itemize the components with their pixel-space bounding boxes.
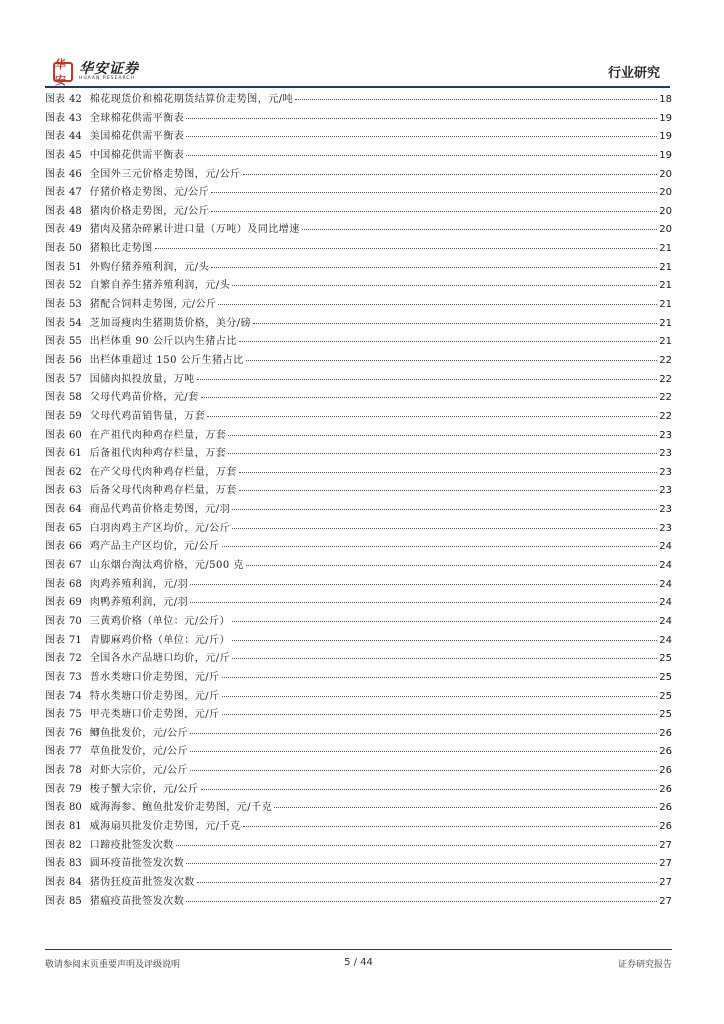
toc-entry-label: 图表 [45, 541, 65, 553]
toc-entry-page: 20 [659, 224, 672, 236]
toc-entry-page: 24 [659, 541, 672, 553]
toc-entry[interactable] [45, 165, 672, 184]
toc-entry-number: 51 [69, 261, 82, 273]
toc-leader-dots [190, 732, 657, 734]
toc-entry[interactable] [45, 276, 672, 295]
toc-entry-page: 20 [659, 205, 672, 217]
toc-entry-page: 20 [659, 187, 672, 199]
toc-entry-title: 芝加哥瘦肉生猪期货价格，美分/磅 [89, 317, 252, 329]
toc-entry-label: 图表 [45, 727, 65, 739]
toc-entry-page: 22 [659, 410, 672, 422]
toc-leader-dots [232, 657, 657, 659]
toc-entry[interactable] [45, 556, 672, 575]
toc-leader-dots [211, 266, 657, 268]
toc-entry[interactable] [45, 351, 672, 370]
toc-entry-label: 图表 [45, 448, 65, 460]
toc-entry-number: 74 [69, 690, 82, 702]
toc-entry-number: 50 [69, 243, 82, 255]
toc-entry-number: 44 [69, 131, 82, 143]
toc-leader-dots [176, 844, 658, 846]
toc-entry-title: 父母代鸡苗销售量，万套 [89, 410, 206, 422]
toc-entry-label: 图表 [45, 392, 65, 404]
toc-entry-number: 43 [69, 112, 82, 124]
toc-entry-label: 图表 [45, 243, 65, 255]
toc-entry-title: 猪伪狂疫苗批签发次数 [89, 876, 195, 888]
toc-entry[interactable] [45, 202, 672, 221]
logo-subtitle: HUAAN RESEARCH [79, 76, 135, 82]
toc-leader-dots [232, 620, 657, 622]
toc-entry[interactable] [45, 90, 672, 109]
toc-leader-dots [155, 247, 658, 249]
toc-entry-title: 鸡产品主产区均价，元/公斤 [89, 541, 220, 553]
toc-entry[interactable] [45, 687, 672, 706]
toc-entry-number: 54 [69, 317, 82, 329]
toc-entry-label: 图表 [45, 187, 65, 199]
toc-entry-label: 图表 [45, 653, 65, 665]
toc-entry[interactable] [45, 593, 672, 612]
toc-leader-dots [190, 601, 657, 603]
toc-leader-dots [186, 900, 657, 902]
toc-leader-dots [186, 154, 657, 156]
toc-entry-title: 仔猪价格走势图、元/公斤 [89, 187, 210, 199]
toc-entry-title: 在产父母代肉种鸡存栏量，万套 [89, 466, 237, 478]
toc-entry-title: 白羽肉鸡主产区均价，元/公斤 [89, 522, 231, 534]
toc-entry-label: 图表 [45, 802, 65, 814]
toc-entry-page: 26 [659, 727, 672, 739]
toc-entry-title: 自繁自养生猪养殖利润，元/头 [89, 280, 231, 292]
toc-entry[interactable] [45, 295, 672, 314]
toc-entry-number: 83 [69, 858, 82, 870]
toc-entry-label: 图表 [45, 709, 65, 721]
toc-entry-label: 图表 [45, 522, 65, 534]
toc-entry-page: 23 [659, 429, 672, 441]
toc-entry-label: 图表 [45, 429, 65, 441]
toc-entry-page: 25 [659, 653, 672, 665]
toc-entry-page: 21 [659, 280, 672, 292]
toc-entry-title: 全球棉花供需平衡表 [89, 112, 185, 124]
toc-entry-page: 21 [659, 336, 672, 348]
toc-entry-page: 22 [659, 354, 672, 366]
toc-entry-label: 图表 [45, 839, 65, 851]
toc-entry-title: 草鱼批发价，元/公斤 [89, 746, 189, 758]
toc-entry-page: 22 [659, 392, 672, 404]
toc-entry-page: 27 [659, 839, 672, 851]
toc-entry[interactable] [45, 463, 672, 482]
toc-entry-label: 图表 [45, 168, 65, 180]
toc-leader-dots [222, 713, 658, 715]
toc-entry-page: 21 [659, 243, 672, 255]
toc-entry-title: 青脚麻鸡价格（单位：元/斤） [89, 634, 231, 646]
toc-leader-dots [246, 359, 658, 361]
toc-entry-page: 23 [659, 448, 672, 460]
toc-leader-dots [222, 545, 658, 547]
toc-leader-dots [253, 322, 657, 324]
toc-entry-number: 47 [69, 187, 82, 199]
toc-leader-dots [186, 117, 657, 119]
toc-entry-number: 65 [69, 522, 82, 534]
toc-entry[interactable] [45, 370, 672, 389]
toc-entry-title: 甲壳类塘口价走势图，元/斤 [89, 709, 220, 721]
toc-entry-title: 中国棉花供需平衡表 [89, 149, 185, 161]
toc-leader-dots [190, 750, 657, 752]
toc-entry-number: 71 [69, 634, 82, 646]
toc-entry[interactable] [45, 780, 672, 799]
toc-entry-title: 在产祖代肉种鸡存栏量，万套 [89, 429, 227, 441]
toc-entry-number: 78 [69, 765, 82, 777]
toc-entry-page: 26 [659, 802, 672, 814]
toc-entry-number: 46 [69, 168, 82, 180]
toc-entry-number: 85 [69, 895, 82, 907]
toc-entry[interactable] [45, 258, 672, 277]
toc-entry[interactable] [45, 575, 672, 594]
toc-entry-number: 73 [69, 671, 82, 683]
logo-text: 华安证券 [79, 61, 139, 78]
toc-entry-page: 27 [659, 876, 672, 888]
toc-entry-number: 58 [69, 392, 82, 404]
toc-entry-number: 69 [69, 597, 82, 609]
toc-entry[interactable] [45, 537, 672, 556]
toc-entry-number: 48 [69, 205, 82, 217]
toc-entry-title: 三黄鸡价格（单位：元/公斤） [89, 615, 231, 627]
toc-entry-label: 图表 [45, 895, 65, 907]
toc-entry-number: 57 [69, 373, 82, 385]
toc-entry-number: 52 [69, 280, 82, 292]
toc-entry-title: 梭子蟹大宗价，元/公斤 [89, 783, 199, 795]
toc-entry-title: 肉鸡养殖利润，元/羽 [89, 578, 189, 590]
toc-entry-label: 图表 [45, 261, 65, 273]
toc-entry-label: 图表 [45, 410, 65, 422]
toc-entry-title: 全国各水产品塘口均价，元/斤 [89, 653, 231, 665]
toc-entry-number: 56 [69, 354, 82, 366]
toc-entry[interactable] [45, 836, 672, 855]
toc-entry-label: 图表 [45, 131, 65, 143]
toc-entry-label: 图表 [45, 820, 65, 832]
toc-entry-label: 图表 [45, 466, 65, 478]
toc-leader-dots [190, 583, 657, 585]
toc-entry-label: 图表 [45, 765, 65, 777]
toc-entry-label: 图表 [45, 578, 65, 590]
toc-entry-label: 图表 [45, 597, 65, 609]
toc-entry-label: 图表 [45, 485, 65, 497]
toc-entry-title: 后备祖代肉种鸡存栏量，万套 [89, 448, 227, 460]
toc-entry-label: 图表 [45, 858, 65, 870]
toc-leader-dots [211, 210, 657, 212]
toc-leader-dots [232, 639, 657, 641]
toc-leader-dots [232, 284, 657, 286]
toc-entry-page: 25 [659, 690, 672, 702]
toc-entry[interactable] [45, 500, 672, 519]
toc-leader-dots [207, 415, 657, 417]
company-logo [53, 58, 139, 87]
toc-entry-page: 23 [659, 522, 672, 534]
toc-entry-number: 81 [69, 820, 82, 832]
toc-leader-dots [211, 191, 657, 193]
toc-entry-label: 图表 [45, 560, 65, 572]
toc-entry-label: 图表 [45, 615, 65, 627]
toc-entry-label: 图表 [45, 354, 65, 366]
toc-entry[interactable] [45, 892, 672, 911]
toc-entry-page: 25 [659, 671, 672, 683]
toc-entry-number: 72 [69, 653, 82, 665]
toc-entry-page: 22 [659, 373, 672, 385]
toc-entry-number: 55 [69, 336, 82, 348]
toc-entry-title: 猪肉及猪杂碎累计进口量（万吨）及同比增速 [89, 224, 300, 236]
toc-entry[interactable] [45, 220, 672, 239]
toc-entry[interactable] [45, 146, 672, 165]
toc-entry-page: 26 [659, 765, 672, 777]
toc-entry-label: 图表 [45, 112, 65, 124]
toc-entry[interactable] [45, 705, 672, 724]
toc-entry[interactable] [45, 631, 672, 650]
toc-entry-number: 79 [69, 783, 82, 795]
toc-entry-title: 父母代鸡苗价格，元/套 [89, 392, 199, 404]
toc-entry-page: 21 [659, 299, 672, 311]
header-divider [45, 86, 670, 88]
toc-leader-dots [222, 676, 658, 678]
toc-entry[interactable] [45, 519, 672, 538]
toc-entry-label: 图表 [45, 634, 65, 646]
toc-entry[interactable] [45, 239, 672, 258]
toc-leader-dots [222, 695, 658, 697]
page-number: 5 / 44 [344, 957, 373, 968]
report-type: 证券研究报告 [617, 960, 672, 970]
toc-entry[interactable] [45, 407, 672, 426]
toc-entry-page: 24 [659, 578, 672, 590]
toc-entry-number: 64 [69, 504, 82, 516]
toc-entry-page: 26 [659, 746, 672, 758]
toc-entry-title: 肉鸭养殖利润，元/羽 [89, 597, 189, 609]
toc-leader-dots [243, 173, 658, 175]
toc-entry-page: 23 [659, 504, 672, 516]
toc-entry-number: 70 [69, 615, 82, 627]
logo-seal-icon: 华安 [53, 62, 73, 82]
toc-entry-label: 图表 [45, 149, 65, 161]
toc-entry-title: 圆环疫苗批签发次数 [89, 858, 185, 870]
toc-leader-dots [239, 471, 658, 473]
toc-leader-dots [228, 452, 657, 454]
toc-leader-dots [295, 98, 657, 100]
toc-entry-number: 61 [69, 448, 82, 460]
toc-entry-label: 图表 [45, 876, 65, 888]
toc-entry-title: 威海扇贝批发价走势图，元/千克 [89, 820, 241, 832]
toc-entry-number: 66 [69, 541, 82, 553]
toc-entry-title: 棉花现货价和棉花期货结算价走势图，元/吨 [89, 94, 294, 105]
toc-entry-page: 21 [659, 261, 672, 273]
toc-entry-title: 对虾大宗价，元/公斤 [89, 765, 189, 777]
toc-entry-page: 24 [659, 634, 672, 646]
toc-entry-page: 19 [659, 149, 672, 161]
toc-entry-number: 53 [69, 299, 82, 311]
toc-leader-dots [232, 527, 657, 529]
toc-entry-number: 42 [69, 94, 82, 105]
toc-entry[interactable] [45, 798, 672, 817]
footer-disclaimer: 敬请参阅末页重要声明及评级说明 [45, 960, 181, 970]
toc-entry-title: 外购仔猪养殖利润，元/头 [89, 261, 210, 273]
toc-entry[interactable] [45, 854, 672, 873]
toc-entry-title: 猪配合饲料走势图, 元/公斤 [89, 299, 217, 311]
page-header [45, 58, 670, 88]
page-footer [45, 949, 672, 973]
table-of-figures [45, 90, 672, 910]
toc-leader-dots [201, 788, 658, 790]
toc-leader-dots [197, 881, 658, 883]
toc-entry-label: 图表 [45, 671, 65, 683]
toc-entry-label: 图表 [45, 746, 65, 758]
toc-entry-label: 图表 [45, 280, 65, 292]
toc-entry[interactable] [45, 873, 672, 892]
toc-entry-title: 威海海参、鲍鱼批发价走势图，元/千克 [89, 802, 273, 814]
toc-entry-title: 猪粮比走势图 [89, 243, 153, 255]
toc-entry-label: 图表 [45, 299, 65, 311]
toc-entry-number: 76 [69, 727, 82, 739]
toc-entry-title: 鲫鱼批发价，元/公斤 [89, 727, 189, 739]
toc-leader-dots [228, 434, 657, 436]
toc-entry-page: 20 [659, 168, 672, 180]
toc-entry-page: 23 [659, 466, 672, 478]
toc-entry[interactable] [45, 649, 672, 668]
footer-divider [45, 949, 672, 950]
toc-entry-number: 77 [69, 746, 82, 758]
toc-entry[interactable] [45, 127, 672, 146]
toc-entry[interactable] [45, 761, 672, 780]
toc-entry-number: 80 [69, 802, 82, 814]
toc-entry-title: 山东烟台淘汰鸡价格，元/500 克 [89, 560, 244, 572]
toc-entry[interactable] [45, 817, 672, 836]
toc-entry-page: 19 [659, 131, 672, 143]
toc-entry[interactable] [45, 332, 672, 351]
toc-leader-dots [197, 378, 658, 380]
toc-entry-title: 美国棉花供需平衡表 [89, 131, 185, 143]
toc-leader-dots [232, 508, 657, 510]
toc-leader-dots [186, 135, 657, 137]
toc-leader-dots [201, 396, 658, 398]
toc-entry[interactable] [45, 314, 672, 333]
toc-entry-page: 21 [659, 317, 672, 329]
toc-entry-number: 84 [69, 876, 82, 888]
toc-entry-label: 图表 [45, 94, 65, 105]
toc-entry-page: 27 [659, 858, 672, 870]
toc-entry-page: 24 [659, 597, 672, 609]
toc-entry-number: 75 [69, 709, 82, 721]
toc-entry-label: 图表 [45, 336, 65, 348]
toc-entry-number: 60 [69, 429, 82, 441]
toc-entry-page: 27 [659, 895, 672, 907]
toc-entry-number: 68 [69, 578, 82, 590]
toc-entry-title: 出栏体重超过 150 公斤生猪占比 [89, 354, 244, 366]
toc-leader-dots [239, 489, 658, 491]
toc-entry[interactable] [45, 183, 672, 202]
toc-entry[interactable] [45, 109, 672, 128]
toc-entry-title: 后备父母代肉种鸡存栏量，万套 [89, 485, 237, 497]
toc-entry-label: 图表 [45, 224, 65, 236]
toc-entry-label: 图表 [45, 373, 65, 385]
toc-leader-dots [239, 340, 657, 342]
toc-entry-title: 国储肉拟投放量，万吨 [89, 373, 195, 385]
toc-entry-title: 猪肉价格走势图，元/公斤 [89, 205, 210, 217]
toc-leader-dots [190, 769, 657, 771]
toc-entry-label: 图表 [45, 205, 65, 217]
toc-entry-number: 63 [69, 485, 82, 497]
toc-entry-title: 口蹄疫批签发次数 [89, 839, 174, 851]
toc-entry-label: 图表 [45, 783, 65, 795]
toc-leader-dots [246, 564, 657, 566]
toc-entry[interactable] [45, 724, 672, 743]
toc-entry-number: 62 [69, 466, 82, 478]
toc-entry-label: 图表 [45, 690, 65, 702]
toc-entry-page: 25 [659, 709, 672, 721]
toc-entry[interactable] [45, 426, 672, 445]
toc-entry-page: 26 [659, 783, 672, 795]
toc-entry-label: 图表 [45, 504, 65, 516]
toc-entry-title: 猪瘟疫苗批签发次数 [89, 895, 185, 907]
toc-entry-page: 24 [659, 615, 672, 627]
toc-entry[interactable] [45, 444, 672, 463]
toc-entry[interactable] [45, 612, 672, 631]
toc-entry[interactable] [45, 668, 672, 687]
toc-leader-dots [218, 303, 657, 305]
toc-entry-page: 18 [659, 94, 672, 105]
toc-entry[interactable] [45, 388, 672, 407]
section-title: 行业研究 [607, 66, 660, 81]
toc-leader-dots [186, 862, 657, 864]
toc-entry-title: 出栏体重 90 公斤以内生猪占比 [89, 336, 237, 348]
toc-entry-number: 49 [69, 224, 82, 236]
toc-entry-page: 24 [659, 560, 672, 572]
toc-entry-title: 商品代鸡苗价格走势图，元/羽 [89, 504, 231, 516]
toc-entry-number: 67 [69, 560, 82, 572]
toc-entry[interactable] [45, 481, 672, 500]
toc-entry-title: 特水类塘口价走势图，元/斤 [89, 690, 220, 702]
toc-entry-number: 82 [69, 839, 82, 851]
toc-entry-page: 23 [659, 485, 672, 497]
toc-entry-title: 普水类塘口价走势图，元/斤 [89, 671, 220, 683]
toc-leader-dots [274, 806, 657, 808]
toc-entry-page: 26 [659, 820, 672, 832]
toc-entry-number: 45 [69, 149, 82, 161]
toc-entry-number: 59 [69, 410, 82, 422]
toc-entry[interactable] [45, 742, 672, 761]
toc-leader-dots [243, 825, 658, 827]
toc-entry-page: 19 [659, 112, 672, 124]
toc-entry-title: 全国外三元价格走势图，元/公斤 [89, 168, 241, 180]
toc-leader-dots [302, 228, 658, 230]
toc-entry-label: 图表 [45, 317, 65, 329]
